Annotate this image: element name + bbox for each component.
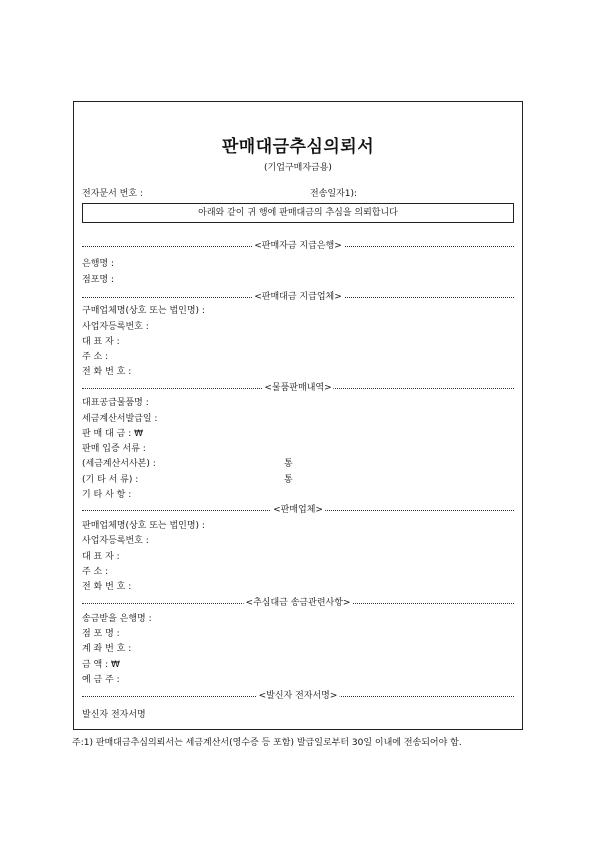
field-label: (기 타 서 류) : bbox=[82, 475, 139, 485]
field-label: 전 화 번 호 : bbox=[82, 582, 132, 592]
field-label: 주 소 : bbox=[82, 352, 109, 362]
form-frame bbox=[73, 101, 523, 730]
field-label: 사업자등록번호 : bbox=[82, 322, 149, 332]
field-label: 판매 입증 서류 : bbox=[82, 444, 146, 454]
field-label: 대표공급물품명 : bbox=[82, 398, 149, 408]
section-divider-selling-company bbox=[82, 504, 514, 516]
field-label: 송금받을 은행명 : bbox=[82, 614, 152, 624]
field-label: 금 액 : ₩ bbox=[82, 660, 120, 670]
field-label: 세금계산서발급일 : bbox=[82, 414, 158, 424]
request-notice: 아래와 같이 귀 행에 판매대금의 추심을 의뢰합니다 bbox=[82, 203, 514, 223]
section-header: <추심대금 송금관련사항> bbox=[245, 598, 351, 608]
field-label: 은행명 : bbox=[82, 259, 114, 269]
section-header: <판매자금 지급은행> bbox=[254, 241, 342, 251]
field-label: 대 표 자 : bbox=[82, 552, 120, 562]
field-label: (세금계산서사본) : bbox=[82, 459, 156, 469]
field-label: 기 타 사 항 : bbox=[82, 490, 132, 500]
form-title: 판매대금추심의뢰서 bbox=[221, 137, 375, 157]
field-label: 판 매 대 금 : ₩ bbox=[82, 429, 144, 439]
footnote: 주:1) 판매대금추심의뢰서는 세금계산서(영수증 등 포함) 발급일로부터 30일 이내에 전송되어야 함. bbox=[72, 738, 462, 748]
field-label: 대 표 자 : bbox=[82, 337, 120, 347]
field-label: 점 포 명 : bbox=[82, 629, 120, 639]
section-divider-signature bbox=[82, 690, 514, 702]
section-header: <판매대금 지급업체> bbox=[254, 292, 342, 302]
copies-unit: 통 bbox=[284, 459, 293, 469]
doc-number-label: 전자문서 번호 : bbox=[82, 189, 143, 199]
copies-unit: 통 bbox=[284, 475, 293, 485]
field-label: 전 화 번 호 : bbox=[82, 367, 132, 377]
section-header: <판매업체> bbox=[273, 505, 323, 515]
field-label: 발신자 전자서명 bbox=[82, 710, 146, 720]
field-label: 계 좌 번 호 : bbox=[82, 644, 132, 654]
section-header: <물품판매내역> bbox=[264, 383, 332, 393]
field-label: 판매업체명(상호 또는 법인명) : bbox=[82, 521, 205, 531]
field-label: 주 소 : bbox=[82, 567, 109, 577]
field-label: 사업자등록번호 : bbox=[82, 536, 149, 546]
section-divider-sales-detail bbox=[82, 382, 514, 394]
section-header: <발신자 전자서명> bbox=[258, 691, 338, 701]
form-subtitle: (기업구매자금용) bbox=[264, 163, 332, 173]
field-label: 구매업체명(상호 또는 법인명) : bbox=[82, 306, 205, 316]
section-divider-paying-company bbox=[82, 291, 514, 303]
section-divider-paying-bank bbox=[82, 240, 514, 252]
field-label: 예 금 주 : bbox=[82, 675, 120, 685]
send-date-label: 전송일자1): bbox=[310, 189, 358, 199]
section-divider-remittance bbox=[82, 597, 514, 609]
field-label: 점포명 : bbox=[82, 275, 114, 285]
